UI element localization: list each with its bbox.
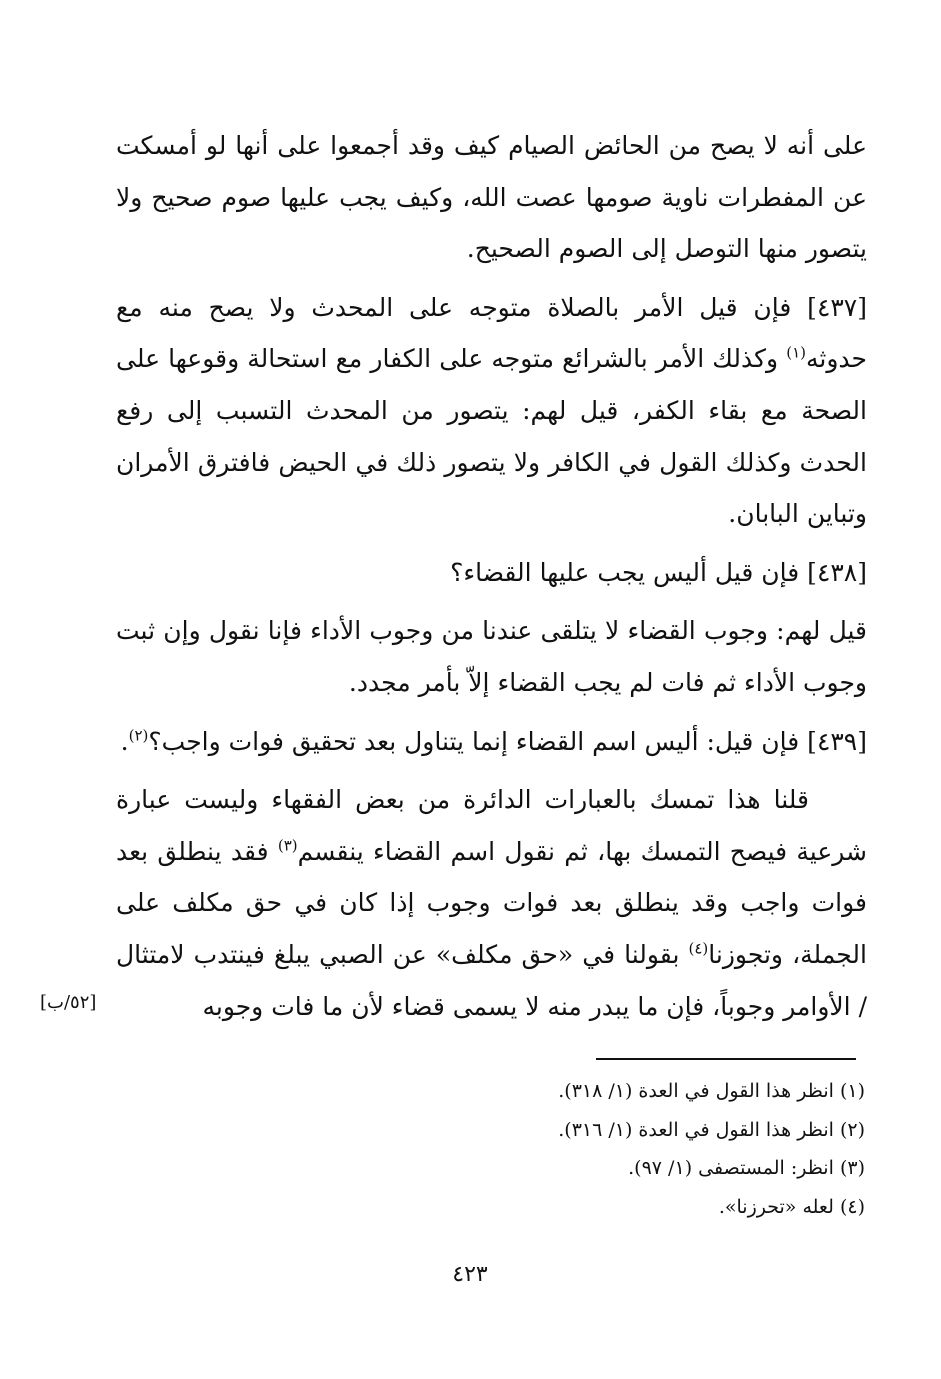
footnote-ref: (٢)	[128, 726, 149, 745]
footnote-number: (١)	[839, 1080, 865, 1102]
footnote-ref: (٣)	[277, 836, 298, 855]
paragraph-text: فإن قيل الأمر بالصلاة متوجه على المحدث ولا يصح منه مع حدوثه	[116, 292, 867, 374]
footnote-item	[400, 1111, 865, 1150]
paragraph-text: بقولنا في «حق مكلف» عن الصبي يبلغ فينتدب لامتثال / الأوامر وجوباً، فإن ما يبدر منه لا يسمى قضاء لأن ما فات وجوبه	[116, 939, 867, 1021]
footnote-item	[400, 1188, 865, 1227]
footnote-divider	[596, 1058, 856, 1060]
footnote-text: انظر هذا القول في العدة (١/ ٣١٦).	[558, 1118, 834, 1141]
paragraph-text: فقد ينطلق بعد فوات واجب وقد ينطلق بعد فوات وجوب إذا كان في حق مكلف على الجملة، وتجوزنا	[116, 836, 867, 969]
footnotes	[400, 1072, 865, 1226]
footnote-number: (٤)	[839, 1195, 865, 1218]
paragraph-text: وكذلك الأمر بالشرائع متوجه على الكفار مع استحالة وقوعها على الصحة مع بقاء الكفر، قيل لهم: يتصور من المحدث التسبب إلى رفع الحدث وكذلك القول في الكافر ولا يتصور ذلك في الحيض فافترق الأمران وتباين البابان.	[116, 344, 867, 529]
paragraph-438	[116, 547, 867, 599]
paragraph-text: .	[120, 726, 129, 756]
footnote-number: (٣)	[839, 1157, 865, 1179]
paragraph-answer-439	[116, 774, 867, 1032]
paragraph-text: فإن قيل أليس يجب عليها القضاء؟	[450, 557, 800, 587]
footnote-ref: (٤)	[688, 939, 709, 958]
page-number: ٤٢٣	[452, 1262, 488, 1287]
footnote-text: لعله «تحرزنا».	[718, 1195, 834, 1218]
paragraph-text: فإن قيل: أليس اسم القضاء إنما يتناول بعد تحقيق فوات واجب؟	[148, 726, 800, 756]
paragraph-marker: [٤٣٧]	[807, 292, 867, 322]
paragraph-marker: [٤٣٨]	[807, 557, 867, 587]
paragraph-439	[116, 716, 867, 768]
paragraph-intro: على أنه لا يصح من الحائض الصيام كيف وقد أجمعوا على أنها لو أمسكت عن المفطرات ناوية صومها عصت الله، وكيف يجب عليها صوم صحيح ولا يتصور منها التوصل إلى الصوم الصحيح.	[116, 131, 867, 264]
footnote-item	[400, 1072, 865, 1111]
paragraph-answer-438: قيل لهم: وجوب القضاء لا يتلقى عندنا من وجوب الأداء فإنا نقول وإن ثبت وجوب الأداء ثم فات لم يجب القضاء إلاّ بأمر مجدد.	[116, 616, 867, 697]
paragraph-marker: [٤٣٩]	[807, 726, 867, 756]
paragraph-text: قلنا هذا تمسك بالعبارات الدائرة من بعض الفقهاء وليست عبارة شرعية فيصح التمسك بها، ثم نقول اسم القضاء ينقسم	[116, 785, 867, 866]
footnote-text: انظر: المستصفى (١/ ٩٧).	[628, 1157, 834, 1179]
manuscript-folio-marker: [٥٢/ب]	[40, 992, 97, 1013]
paragraph-437	[116, 282, 867, 540]
main-text	[116, 120, 867, 1032]
footnote-number: (٢)	[839, 1118, 865, 1141]
footnote-item	[400, 1149, 865, 1188]
footnote-text: انظر هذا القول في العدة (١/ ٣١٨).	[558, 1080, 834, 1102]
footnote-ref: (١)	[786, 344, 806, 363]
